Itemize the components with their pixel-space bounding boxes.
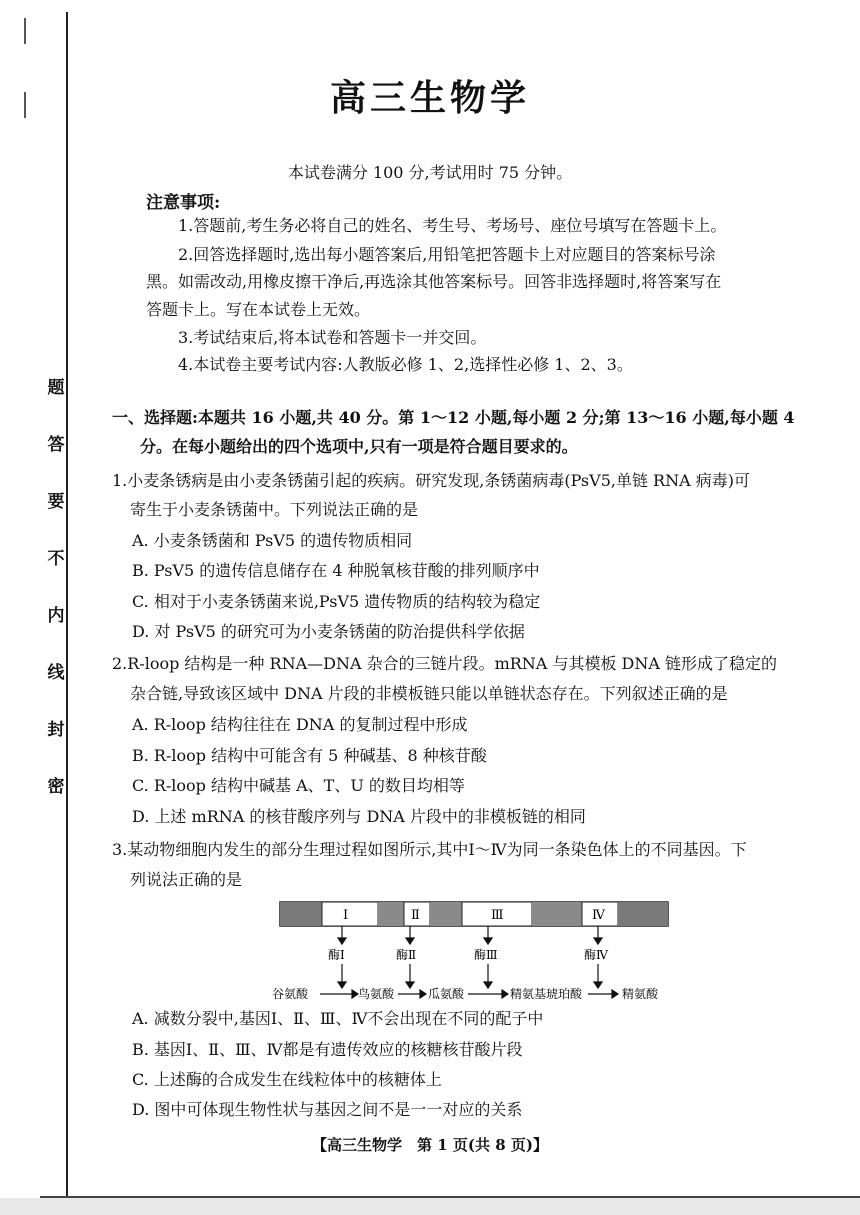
notice-item: 2.回答选择题时,选出每小题答案后,用铅笔把答题卡上对应题目的答案标号涂: [178, 245, 716, 264]
margin-char: 不: [47, 549, 65, 569]
question-stem: 列说法正确的是: [130, 870, 243, 889]
gene-arrows: [338, 926, 602, 944]
margin-tick: [24, 18, 26, 44]
option: A. R-loop 结构往往在 DNA 的复制过程中形成: [132, 715, 468, 734]
section-heading: 一、选择题:本题共 16 小题,共 40 分。第 1～12 小题,每小题 2 分;第 13～16 小题,每小题 4: [112, 408, 795, 427]
enzyme-label: 酶Ⅱ: [396, 948, 417, 962]
option: A. 减数分裂中,基因Ⅰ、Ⅱ、Ⅲ、Ⅳ不会出现在不同的配子中: [132, 1009, 544, 1028]
gene-box: [322, 902, 378, 926]
notice-item: 3.考试结束后,将本试卷和答题卡一并交回。: [178, 328, 487, 347]
margin-char: 答: [47, 435, 65, 455]
option: C. R-loop 结构中碱基 A、T、U 的数目均相等: [132, 776, 465, 795]
notice-heading: 注意事项:: [146, 193, 221, 213]
chromosome-segment: [618, 902, 668, 926]
gene-label: Ⅱ: [411, 908, 420, 923]
question-stem: 杂合链,导致该区域中 DNA 片段的非模板链只能以单链状态存在。下列叙述正确的是: [130, 684, 728, 703]
chromosome-segment: [378, 902, 404, 926]
product-label: 精氨基琥珀酸: [510, 987, 583, 1001]
product-label: 精氨酸: [622, 987, 659, 1001]
chromosome-segment: [280, 902, 322, 926]
bottom-band: [0, 1198, 860, 1215]
exam-info: 本试卷满分 100 分,考试用时 75 分钟。: [287, 163, 573, 182]
gene-label: Ⅲ: [491, 908, 504, 923]
gene-pathway-diagram: [270, 898, 680, 1008]
question-stem: 2.R-loop 结构是一种 RNA—DNA 杂合的三链片段。mRNA 与其模板 DNA 链形成了稳定的: [112, 654, 778, 673]
product-label: 鸟氨酸: [358, 987, 395, 1001]
gene-label: Ⅳ: [592, 908, 605, 923]
question-stem: 3.某动物细胞内发生的部分生理过程如图所示,其中Ⅰ～Ⅳ为同一条染色体上的不同基因。下: [112, 840, 747, 859]
enzyme-label: 酶Ⅳ: [584, 948, 608, 962]
gene-label: Ⅰ: [343, 908, 349, 923]
margin-char: 要: [47, 492, 65, 512]
notice-item: 答题卡上。写在本试卷上无效。: [146, 300, 371, 319]
section-heading-cont: 分。在每小题给出的四个选项中,只有一项是符合题目要求的。: [140, 437, 578, 456]
option: C. 上述酶的合成发生在线粒体中的核糖体上: [132, 1070, 442, 1089]
product-label: 瓜氨酸: [428, 987, 465, 1001]
margin-char: 封: [47, 720, 65, 740]
margin-char: 内: [47, 606, 65, 626]
chromosome-segment: [430, 902, 462, 926]
option: B. R-loop 结构中可能含有 5 种碱基、8 种核苷酸: [132, 746, 487, 765]
notice-item: 黑。如需改动,用橡皮擦干净后,再选涂其他答案标号。回答非选择题时,将答案写在: [146, 272, 722, 291]
option: D. 对 PsV5 的研究可为小麦条锈菌的防治提供科学依据: [132, 622, 525, 641]
margin-char: 密: [47, 777, 65, 797]
product-label: 谷氨酸: [272, 987, 309, 1001]
option: A. 小麦条锈菌和 PsV5 的遗传物质相同: [132, 531, 413, 550]
page-title: 高三生物学: [329, 77, 530, 119]
option: B. PsV5 的遗传信息储存在 4 种脱氧核苷酸的排列顺序中: [132, 561, 540, 580]
margin-char: 线: [47, 663, 65, 683]
enzyme-label: 酶Ⅰ: [328, 948, 345, 962]
binding-margin-text: [44, 380, 68, 836]
chromosome-segment: [532, 902, 582, 926]
notice-item: 1.答题前,考生务必将自己的姓名、考生号、考场号、座位号填写在答题卡上。: [178, 216, 727, 235]
option: D. 上述 mRNA 的核苷酸序列与 DNA 片段中的非模板链的相同: [132, 807, 586, 826]
notice-item: 4.本试卷主要考试内容:人教版必修 1、2,选择性必修 1、2、3。: [178, 355, 633, 374]
option: D. 图中可体现生物性状与基因之间不是一一对应的关系: [132, 1100, 523, 1119]
question-stem: 1.小麦条锈病是由小麦条锈菌引起的疾病。研究发现,条锈菌病毒(PsV5,单链 RNA 病毒)可: [112, 471, 750, 490]
option: B. 基因Ⅰ、Ⅱ、Ⅲ、Ⅳ都是有遗传效应的核糖核苷酸片段: [132, 1040, 523, 1059]
page-footer: 【高三生物学 第 1 页(共 8 页)】: [312, 1136, 548, 1154]
enzyme-arrows: [338, 964, 602, 988]
enzyme-label: 酶Ⅲ: [474, 948, 498, 962]
option: C. 相对于小麦条锈菌来说,PsV5 遗传物质的结构较为稳定: [132, 592, 541, 611]
question-stem: 寄生于小麦条锈菌中。下列说法正确的是: [130, 500, 419, 519]
margin-char: 题: [47, 378, 65, 398]
